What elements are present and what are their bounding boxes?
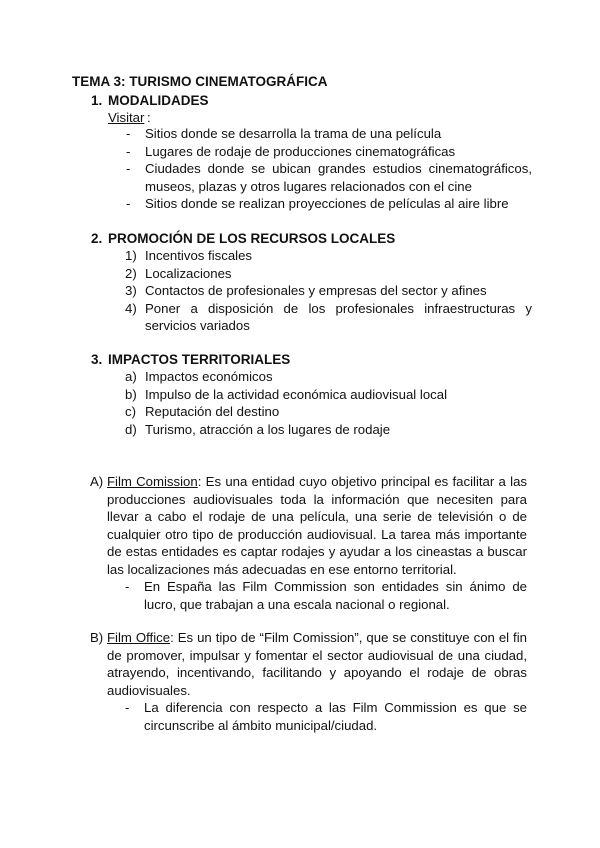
subheading-visitar bbox=[108, 109, 144, 127]
section-heading-text: MODALIDADES bbox=[108, 93, 209, 108]
impactos-list bbox=[125, 368, 532, 438]
section-heading-text: PROMOCIÓN DE LOS RECURSOS LOCALES bbox=[108, 231, 396, 246]
list-marker: 2) bbox=[125, 265, 137, 281]
list-item bbox=[125, 300, 532, 335]
list-item-text: Reputación del destino bbox=[145, 404, 280, 419]
list-marker: a) bbox=[125, 369, 137, 384]
promocion-list bbox=[125, 247, 532, 335]
modalidades-list bbox=[126, 125, 532, 213]
bullet-marker: - bbox=[126, 143, 131, 159]
list-item bbox=[125, 578, 527, 613]
list-item bbox=[126, 160, 532, 195]
list-item-text: La diferencia con respecto a las Film Commission es que se circunscribe al ámbito municipal/ciudad. bbox=[144, 700, 527, 733]
list-item-text: Ciudades donde se ubican grandes estudios cinematográficos, museos, plazas y otros lugares relacionados con el cine bbox=[145, 161, 532, 194]
list-item-text: Sitios donde se desarrolla la trama de una película bbox=[145, 126, 442, 141]
bullet-marker: - bbox=[125, 700, 130, 715]
section-heading-text: IMPACTOS TERRITORIALES bbox=[108, 352, 291, 367]
bullet-marker: - bbox=[126, 161, 131, 176]
list-item-text: Impulso de la actividad económica audiovisual local bbox=[145, 386, 448, 402]
list-item bbox=[125, 403, 532, 421]
list-item-text: Poner a disposición de los profesionales infraestructuras y servicios variados bbox=[145, 300, 532, 333]
list-item bbox=[125, 282, 532, 300]
section-heading-impactos bbox=[91, 351, 290, 369]
subheading-text: Visitar bbox=[108, 110, 145, 125]
definition-film-office bbox=[90, 629, 527, 734]
list-marker: d) bbox=[125, 421, 137, 437]
list-item-text: Turismo, atracción a los lugares de rodaje bbox=[145, 421, 391, 437]
section-heading-modalidades bbox=[91, 92, 209, 110]
definition-term: Film Comission bbox=[107, 474, 198, 489]
list-item-text: Incentivos fiscales bbox=[145, 248, 253, 263]
list-item-text: En España las Film Commission son entidades sin ánimo de lucro, que trabajan a una escala nacional o regional. bbox=[144, 579, 527, 612]
list-item-text: Contactos de profesionales y empresas del sector y afines bbox=[145, 283, 487, 298]
bullet-marker: - bbox=[126, 196, 131, 211]
list-marker: 3) bbox=[125, 283, 137, 298]
list-item bbox=[125, 386, 532, 404]
list-marker: b) bbox=[125, 386, 137, 402]
definition-film-comission bbox=[90, 473, 527, 613]
definition-text bbox=[107, 629, 527, 699]
definition-body: : Es una entidad cuyo objetivo principal es facilitar a las producciones audiovisuales toda la información que necesiten para llevar a cabo el rodaje de una película, una serie de televisión o de cualquier otro tipo de producción audiovisual. La tarea más importante de estas entidades es captar rodajes y ayudar a los cineastas a buscar las localizaciones más adecuadas en ese entorno territorial. bbox=[107, 474, 528, 577]
definition-body: : Es un tipo de “Film Comission”, que se constituye con el fin de promover, impulsar y fomentar el sector audiovisual de una ciudad, atrayendo, incentivando, facilitando y apoyando el rodaje de obras audiovisuales. bbox=[107, 630, 527, 698]
list-item-text: Sitios donde se realizan proyecciones de películas al aire libre bbox=[145, 196, 509, 211]
list-marker: 1) bbox=[125, 248, 137, 263]
bullet-marker: - bbox=[125, 579, 130, 594]
list-item bbox=[126, 125, 532, 143]
list-marker: 4) bbox=[125, 300, 137, 316]
list-marker: c) bbox=[125, 404, 136, 419]
definition-marker: A) bbox=[90, 474, 104, 489]
section-heading-promocion bbox=[91, 230, 395, 248]
definition-note-list bbox=[125, 578, 527, 613]
document-title: TEMA 3: TURISMO CINEMATOGRÁFICA bbox=[72, 74, 328, 89]
section-number: 3. bbox=[91, 352, 103, 367]
list-item-text: Localizaciones bbox=[145, 265, 232, 281]
list-item bbox=[126, 143, 532, 161]
list-item bbox=[125, 265, 532, 283]
list-item bbox=[125, 247, 532, 265]
definition-marker: B) bbox=[90, 630, 104, 645]
definition-term: Film Office bbox=[107, 630, 171, 645]
list-item bbox=[125, 421, 532, 439]
section-number: 1. bbox=[91, 93, 103, 108]
list-item bbox=[126, 195, 532, 213]
bullet-marker: - bbox=[126, 126, 131, 141]
definition-note-list bbox=[125, 699, 527, 734]
definition-text bbox=[107, 473, 527, 578]
list-item bbox=[125, 699, 527, 734]
list-item-text: Impactos económicos bbox=[145, 369, 273, 384]
subheading-colon: : bbox=[147, 110, 151, 125]
list-item-text: Lugares de rodaje de producciones cinematográficas bbox=[145, 143, 456, 159]
list-item bbox=[125, 368, 532, 386]
section-number: 2. bbox=[91, 231, 103, 246]
